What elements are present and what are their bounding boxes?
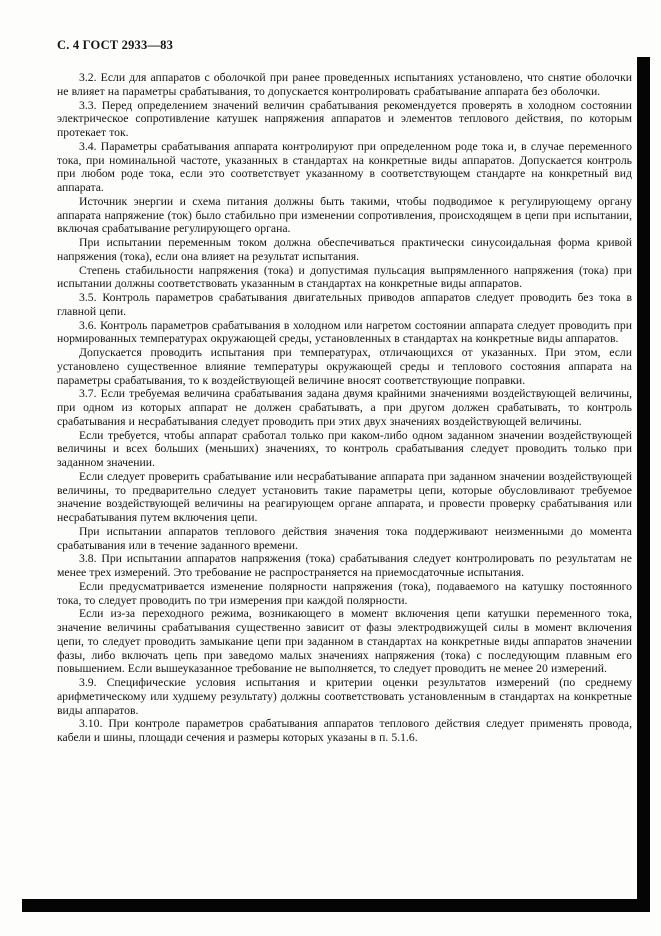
paragraph: 3.8. При испытании аппаратов напряжения (тока) срабатывания следует контролировать по результатам не менее трех измерений. Это требование не распространяется на приемосдаточные испытания. [57,552,632,579]
paragraph: При испытании переменным током должна обеспечиваться практически синусоидальная форма кривой напряжения (тока), если она влияет на результат испытания. [57,236,632,263]
paragraph: 3.2. Если для аппаратов с оболочкой при ранее проведенных испытаниях установлено, что снятие оболочки не влияет на параметры срабатывания, то допускается контролировать срабатывание аппарата без оболочки. [57,71,632,98]
paragraph: 3.4. Параметры срабатывания аппарата контролируют при определенном роде тока и, в случае переменного тока, при номинальной частоте, указанных в стандартах на конкретные виды аппаратов. Допускается контроль при любом роде тока, если это соответствует указанному в соответствующем стандарте на конкретный вид аппарата. [57,139,632,194]
paragraph: Допускается проводить испытания при температурах, отличающихся от указанных. При этом, если установлено существенное влияние температуры окружающей среды и теплового состояния аппарата на параметры срабатывания, то к воздействующей величине вносят соответствующие поправки. [57,346,632,387]
paragraph: 3.7. Если требуемая величина срабатывания задана двумя крайними значениями воздействующей величины, при одном из которых аппарат не должен срабатывать, а при другом должен срабатывать, то контроль срабатывания и несрабатывания следует проводить при этих двух значениях воздействующей величины. [57,387,632,428]
paragraph: 3.10. При контроле параметров срабатывания аппаратов теплового действия следует применять провода, кабели и шины, площади сечения и размеры которых указаны в п. 5.1.6. [57,717,632,744]
paragraph: Если предусматривается изменение полярности напряжения (тока), подаваемого на катушку постоянного тока, то следует проводить по три измерения при каждой полярности. [57,579,632,607]
paragraph: 3.3. Перед определением значений величин срабатывания рекомендуется проверять в холодном состоянии электрическое сопротивление катушек напряжения аппаратов и элементов теплового действия, по которым протекает ток. [57,98,632,139]
paragraph: Источник энергии и схема питания должны быть такими, чтобы подводимое к регулирующему органу аппарата напряжение (ток) было стабильно при изменении сопротивления, происходящем в цепи при испытании, включая срабатывание регулирующего органа. [57,194,632,236]
paragraph: Если из-за переходного режима, возникающего в момент включения цепи катушки переменного тока, значение величины срабатывания существенно зависит от фазы электродвижущей силы в момент включения цепи, то следует проводить замыкание цепи при заданном в стандартах на конкретные виды аппаратов значении фазы, либо включать цепь при заведомо малых значениях напряжения (тока) с последующим плавным его повышением. Если вышеуказанное требование не выполняется, то следует проводить не менее 20 измерений. [57,607,632,676]
document-body [57,71,632,745]
paragraph: Если следует проверить срабатывание или несрабатывание аппарата при заданном значении воздействующей величины, то предварительно следует установить такие параметры цепи, которые обусловливают требуемое значение воздействующей величины на реагирующем органе аппарата, и провести проверку срабатывания или несрабатывания путем включения цепи. [57,469,632,524]
paragraph: При испытании аппаратов теплового действия значения тока поддерживают неизменными до момента срабатывания или в течение заданного времени. [57,524,632,552]
paragraph: 3.5. Контроль параметров срабатывания двигательных приводов аппаратов следует проводить без тока в главной цепи. [57,291,632,318]
paragraph: 3.6. Контроль параметров срабатывания в холодном или нагретом состоянии аппарата следует проводить при нормированных температурах окружающей среды, установленных в стандартах на конкретные виды аппаратов. [57,318,632,346]
scan-edge-right [637,57,650,912]
paragraph: 3.9. Специфические условия испытания и критерии оценки результатов измерений (по среднему арифметическому или худшему результату) должны соответствовать установленным в стандартах на конкретные виды аппаратов. [57,676,632,717]
paragraph: Степень стабильности напряжения (тока) и допустимая пульсация выпрямленного напряжения (тока) при испытании должны соответствовать указанным в стандартах на конкретные виды аппаратов. [57,263,632,291]
scan-edge-bottom [22,899,650,912]
page-header: С. 4 ГОСТ 2933—83 [57,38,174,52]
paragraph: Если требуется, чтобы аппарат сработал только при каком-либо одном заданном значении воздействующей величины и всех больших (меньших) значениях, то контроль срабатывания следует проводить только при заданном значении. [57,428,632,469]
